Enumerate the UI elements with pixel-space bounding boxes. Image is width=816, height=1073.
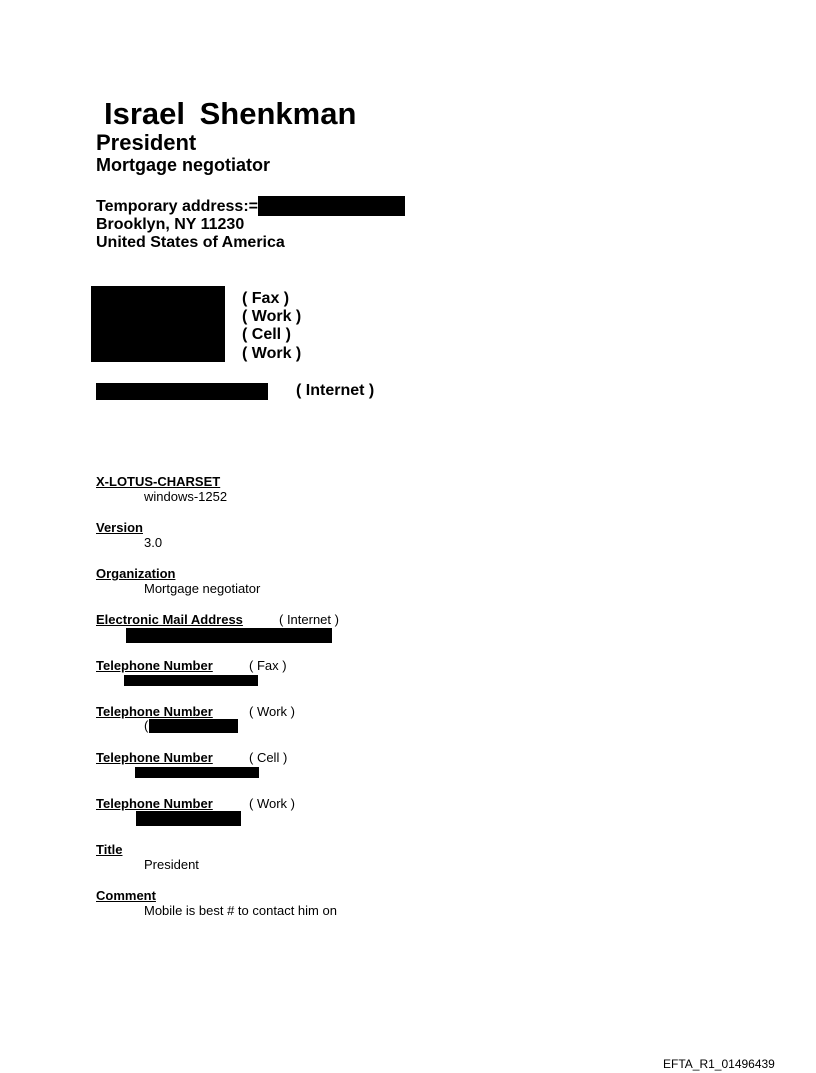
tel2-prefix: (: [144, 718, 149, 733]
version-label: Version: [96, 520, 143, 535]
redaction-box: [149, 719, 238, 733]
comment-value: Mobile is best # to contact him on: [144, 903, 337, 918]
address-city: Brooklyn, NY 11230: [96, 216, 245, 233]
email-tag: ( Internet ): [279, 612, 339, 627]
tel4-label: Telephone Number: [96, 796, 213, 811]
contact-subtitle: Mortgage negotiator: [96, 155, 270, 175]
phone-work-label: ( Work ): [242, 308, 302, 325]
tel2-label: Telephone Number: [96, 704, 213, 719]
organization-value: Mortgage negotiator: [144, 581, 261, 596]
internet-label: ( Internet ): [296, 382, 375, 399]
tel3-label: Telephone Number: [96, 750, 213, 765]
redaction-box: [91, 286, 225, 362]
email-label: Electronic Mail Address: [96, 612, 243, 627]
address-country: United States of America: [96, 234, 285, 251]
phone-work2-label: ( Work ): [242, 345, 302, 362]
organization-label: Organization: [96, 566, 176, 581]
phone-fax-label: ( Fax ): [242, 290, 290, 307]
title-value: President: [144, 857, 199, 872]
tel2-tag: ( Work ): [249, 704, 295, 719]
tel3-tag: ( Cell ): [249, 750, 288, 765]
tel1-label: Telephone Number: [96, 658, 213, 673]
redaction-box: [136, 811, 241, 826]
phone-cell-label: ( Cell ): [242, 326, 291, 343]
comment-label: Comment: [96, 888, 156, 903]
title-label: Title: [96, 842, 123, 857]
version-value: 3.0: [144, 535, 163, 550]
tel1-tag: ( Fax ): [249, 658, 287, 673]
charset-label: X-LOTUS-CHARSET: [96, 474, 221, 489]
redaction-box: [124, 675, 258, 686]
address-label: Temporary address:=: [96, 198, 258, 215]
contact-name: Israel Shenkman: [104, 96, 357, 131]
tel4-tag: ( Work ): [249, 796, 295, 811]
document-id: EFTA_R1_01496439: [663, 1057, 775, 1071]
redaction-box: [96, 383, 268, 400]
charset-value: windows-1252: [144, 489, 228, 504]
redaction-box: [126, 628, 332, 643]
redaction-box: [258, 196, 405, 216]
contact-title: President: [96, 130, 197, 155]
redaction-box: [135, 767, 259, 778]
